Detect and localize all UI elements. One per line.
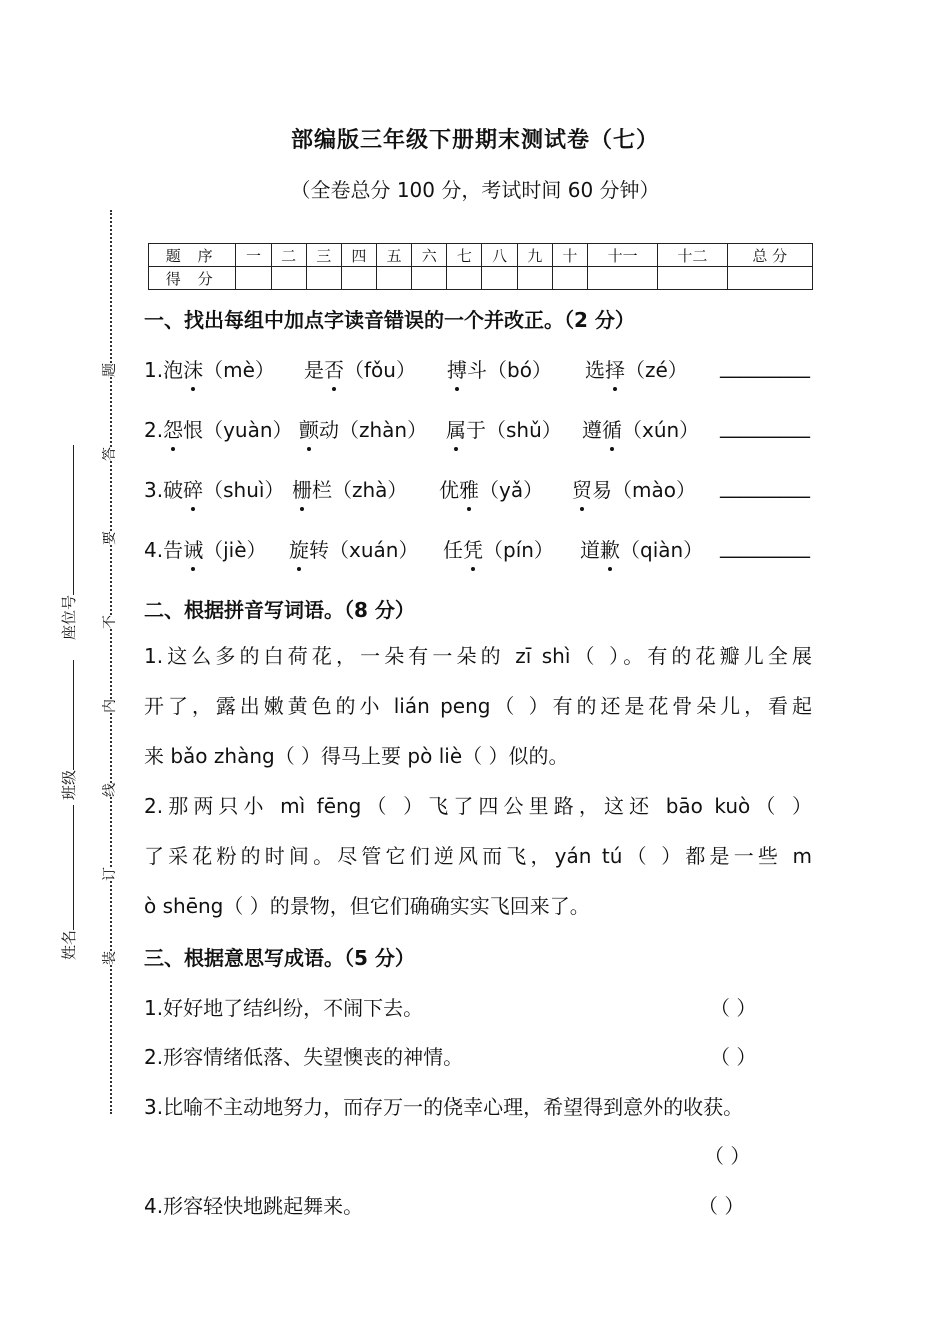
score-cell[interactable] [377, 267, 412, 290]
dotted-char: 诫 [183, 534, 203, 563]
name-label: 姓名 [60, 929, 78, 960]
score-cell[interactable] [658, 267, 727, 290]
name-field[interactable] [58, 805, 79, 960]
dotted-char: 怨 [163, 414, 183, 443]
score-cell[interactable] [552, 267, 587, 290]
dotted-char: 凭 [463, 534, 483, 563]
pinyin-item: 优雅（yǎ） [439, 474, 543, 503]
score-column-header: 五 [377, 244, 412, 267]
binding-char: 要 [97, 531, 121, 545]
binding-char: 答 [97, 447, 121, 461]
answer-blank[interactable]: _________ [720, 354, 810, 378]
score-table-row-label: 题 序 [149, 244, 236, 267]
dotted-char: 属 [446, 414, 466, 443]
class-label: 班级 [60, 769, 78, 800]
score-table-header-row [149, 244, 813, 267]
answer-blank[interactable]: _________ [720, 474, 810, 498]
idiom-answer-parens[interactable]: （ ） [710, 996, 757, 1020]
exam-title: 部编版三年级下册期末测试卷（七） [290, 128, 659, 153]
idiom-answer-parens[interactable]: （ ） [704, 1144, 751, 1168]
pinyin-item: 遵循（xún） [582, 414, 699, 443]
pinyin-item: 选择（zé） [585, 354, 688, 383]
pinyin-item: 2.怨恨（yuàn） [144, 414, 293, 443]
binding-char: 装 [97, 951, 121, 965]
score-table [148, 243, 813, 290]
score-cell[interactable] [517, 267, 552, 290]
pinyin-item: 旋转（xuán） [289, 534, 418, 563]
score-column-header: 总 分 [727, 244, 812, 267]
score-cell[interactable] [727, 267, 812, 290]
pinyin-item: 道歉（qiàn） [580, 534, 703, 563]
passage-line: 来 bǎo zhàng（ ）得马上要 pò liè（ ）似的。 [144, 744, 569, 768]
idiom-answer-parens[interactable]: （ ） [710, 1045, 757, 1069]
passage-line: ò shēng（ ）的景物，但它们确确实实飞回来了。 [144, 894, 590, 918]
section2-heading: 二、根据拼音写词语。（8 分） [144, 598, 415, 622]
dotted-char: 择 [605, 354, 625, 383]
pinyin-item: 贸易（mào） [572, 474, 696, 503]
score-cell[interactable] [341, 267, 376, 290]
dotted-char: 循 [602, 414, 622, 443]
score-column-header: 三 [306, 244, 341, 267]
pinyin-item: 搏斗（bó） [447, 354, 552, 383]
score-cell[interactable] [271, 267, 306, 290]
score-column-header: 十二 [658, 244, 727, 267]
dotted-char: 歉 [600, 534, 620, 563]
dotted-char: 栅 [292, 474, 312, 503]
score-column-header: 十一 [587, 244, 657, 267]
dotted-char: 旋 [289, 534, 309, 563]
idiom-question-text: 4.形容轻快地跳起舞来。 [144, 1194, 364, 1218]
score-cell[interactable] [482, 267, 517, 290]
pinyin-item: 任凭（pín） [443, 534, 554, 563]
pinyin-item: 属于（shǔ） [446, 414, 562, 443]
score-column-header: 一 [236, 244, 271, 267]
section3-heading: 三、根据意思写成语。（5 分） [144, 946, 415, 970]
pinyin-item: 颤动（zhàn） [299, 414, 427, 443]
score-column-header: 二 [271, 244, 306, 267]
score-column-header: 八 [482, 244, 517, 267]
exam-subtitle: （全卷总分 100 分，考试时间 60 分钟） [290, 178, 660, 202]
score-table-row-label: 得 分 [149, 267, 236, 290]
score-column-header: 九 [517, 244, 552, 267]
section2-passage [144, 631, 812, 931]
pinyin-item: 1.泡沫（mè） [144, 354, 275, 383]
dotted-char: 贸 [572, 474, 592, 503]
idiom-question-text: 2.形容情绪低落、失望懊丧的神情。 [144, 1045, 464, 1069]
passage-line: 了采花粉的时间。尽管它们逆风而飞，yán tú（ ）都是一些 m [144, 844, 812, 868]
idiom-question-text: 3.比喻不主动地努力，而存万一的侥幸心理，希望得到意外的收获。 [144, 1095, 744, 1119]
score-column-header: 十 [552, 244, 587, 267]
passage-line: 开了，露出嫩黄色的小 lián peng（ ）有的还是花骨朵儿，看起 [144, 694, 812, 718]
dotted-char: 颤 [299, 414, 319, 443]
dotted-char: 搏 [447, 354, 467, 383]
score-cell[interactable] [236, 267, 271, 290]
seat-number-label: 座位号 [60, 594, 78, 640]
seat-number-field[interactable] [58, 445, 79, 640]
dotted-char: 否 [324, 354, 344, 383]
binding-char: 内 [97, 699, 121, 713]
idiom-question [144, 1041, 812, 1070]
dotted-char: 雅 [459, 474, 479, 503]
pinyin-item: 栅栏（zhà） [292, 474, 407, 503]
dotted-char: 碎 [183, 474, 203, 503]
idiom-question [144, 1190, 812, 1219]
binding-char: 线 [97, 783, 121, 797]
score-cell[interactable] [587, 267, 657, 290]
idiom-question-text: 1.好好地了结纠纷，不闹下去。 [144, 996, 424, 1020]
binding-char: 不 [97, 615, 121, 629]
pinyin-item: 是否（fǒu） [304, 354, 416, 383]
idiom-answer-parens[interactable]: （ ） [698, 1194, 745, 1218]
pinyin-item: 3.破碎（shuì） [144, 474, 284, 503]
score-cell[interactable] [306, 267, 341, 290]
score-cell[interactable] [447, 267, 482, 290]
score-cell[interactable] [412, 267, 447, 290]
section1-heading: 一、找出每组中加点字读音错误的一个并改正。（2 分） [144, 308, 635, 332]
answer-blank[interactable]: _________ [720, 534, 810, 558]
class-field[interactable] [58, 660, 79, 800]
passage-line: 2.那两只小 mì fēng（ ）飞了四公里路，这还 bāo kuò（ ） [144, 794, 812, 818]
score-column-header: 四 [341, 244, 376, 267]
dotted-char: 沫 [183, 354, 203, 383]
binding-char: 订 [97, 867, 121, 881]
binding-dotted-line [110, 210, 112, 1114]
idiom-question [144, 992, 812, 1021]
answer-blank[interactable]: _________ [720, 414, 810, 438]
score-column-header: 六 [412, 244, 447, 267]
score-column-header: 七 [447, 244, 482, 267]
binding-char: 题 [97, 363, 121, 377]
pinyin-item: 4.告诫（jiè） [144, 534, 267, 563]
passage-line: 1.这么多的白荷花，一朵有一朵的 zī shì（ ）。有的花瓣儿全展 [144, 644, 812, 668]
score-table-score-row [149, 267, 813, 290]
idiom-question [144, 1091, 812, 1120]
